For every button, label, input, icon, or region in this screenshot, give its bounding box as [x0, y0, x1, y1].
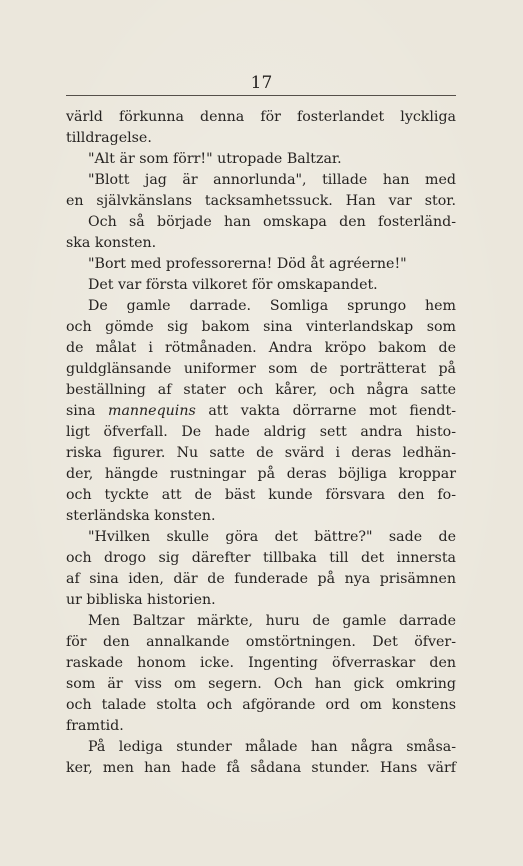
text-line: "Alt är som förr!" utropade Baltzar. — [88, 151, 342, 167]
text-line: "Bort med professorerna! Död åt agréerne!" — [88, 256, 407, 272]
text-line: ker, men han hade få sådana stunder. Hans värf — [66, 760, 456, 776]
text-line: Men Baltzar märkte, huru de gamle darrade — [88, 613, 456, 629]
page-number: 17 — [250, 73, 273, 93]
text-line: ska konsten. — [66, 235, 157, 251]
text-line: På lediga stunder målade han några småsa- — [88, 739, 456, 755]
text-line: riska figurer. Nu satte de svärd i deras ledhän- — [66, 445, 456, 461]
text-line: Och så började han omskapa den fosterländ- — [88, 214, 456, 230]
text-segment: sina — [66, 403, 108, 419]
text-line: framtid. — [66, 718, 124, 734]
text-line: ur bibliska historien. — [66, 592, 216, 608]
text-line: raskade honom icke. Ingenting öfverraskar den — [66, 655, 456, 671]
text-line: en självkänslans tacksamhetssuck. Han var stor. — [66, 193, 456, 209]
text-line: och drogo sig därefter tillbaka till det innersta — [66, 550, 456, 566]
text-line: sterländska konsten. — [66, 508, 216, 524]
text-segment: att vakta dörrarne mot fiendt- — [195, 403, 456, 419]
text-line: och talade stolta och afgörande ord om konstens — [66, 697, 456, 713]
text-line: och tyckte att de bäst kunde försvara den fo- — [66, 487, 456, 503]
text-line: guldglänsande uniformer som de porträtterat på — [66, 361, 456, 377]
text-line: De gamle darrade. Somliga sprungo hem — [88, 298, 456, 314]
text-line: beställning af stater och kårer, och några satte — [66, 382, 456, 398]
text-line: och gömde sig bakom sina vinterlandskap som — [66, 319, 456, 335]
text-line: der, hängde rustningar på deras böjliga kroppar — [66, 466, 456, 482]
text-line: tilldragelse. — [66, 130, 152, 146]
italic-word: mannequins — [108, 403, 196, 419]
text-line: "Blott jag är annorlunda", tillade han med — [88, 172, 456, 188]
text-line: för den annalkande omstörtningen. Det öfver- — [66, 634, 456, 650]
text-line: Det var första vilkoret för omskapandet. — [88, 277, 378, 293]
text-line: som är viss om segern. Och han gick omkring — [66, 676, 456, 692]
header-rule — [66, 95, 456, 96]
body-text — [66, 107, 456, 779]
text-line: "Hvilken skulle göra det bättre?" sade de — [88, 529, 456, 545]
text-line: de målat i rötmånaden. Andra kröpo bakom de — [66, 340, 456, 356]
text-line: ligt öfverfall. De hade aldrig sett andra histo- — [66, 424, 456, 440]
text-line: af sina iden, där de funderade på nya prisämnen — [66, 571, 456, 587]
text-line — [66, 401, 456, 422]
text-line: värld förkunna denna för fosterlandet lyckliga — [66, 109, 456, 125]
